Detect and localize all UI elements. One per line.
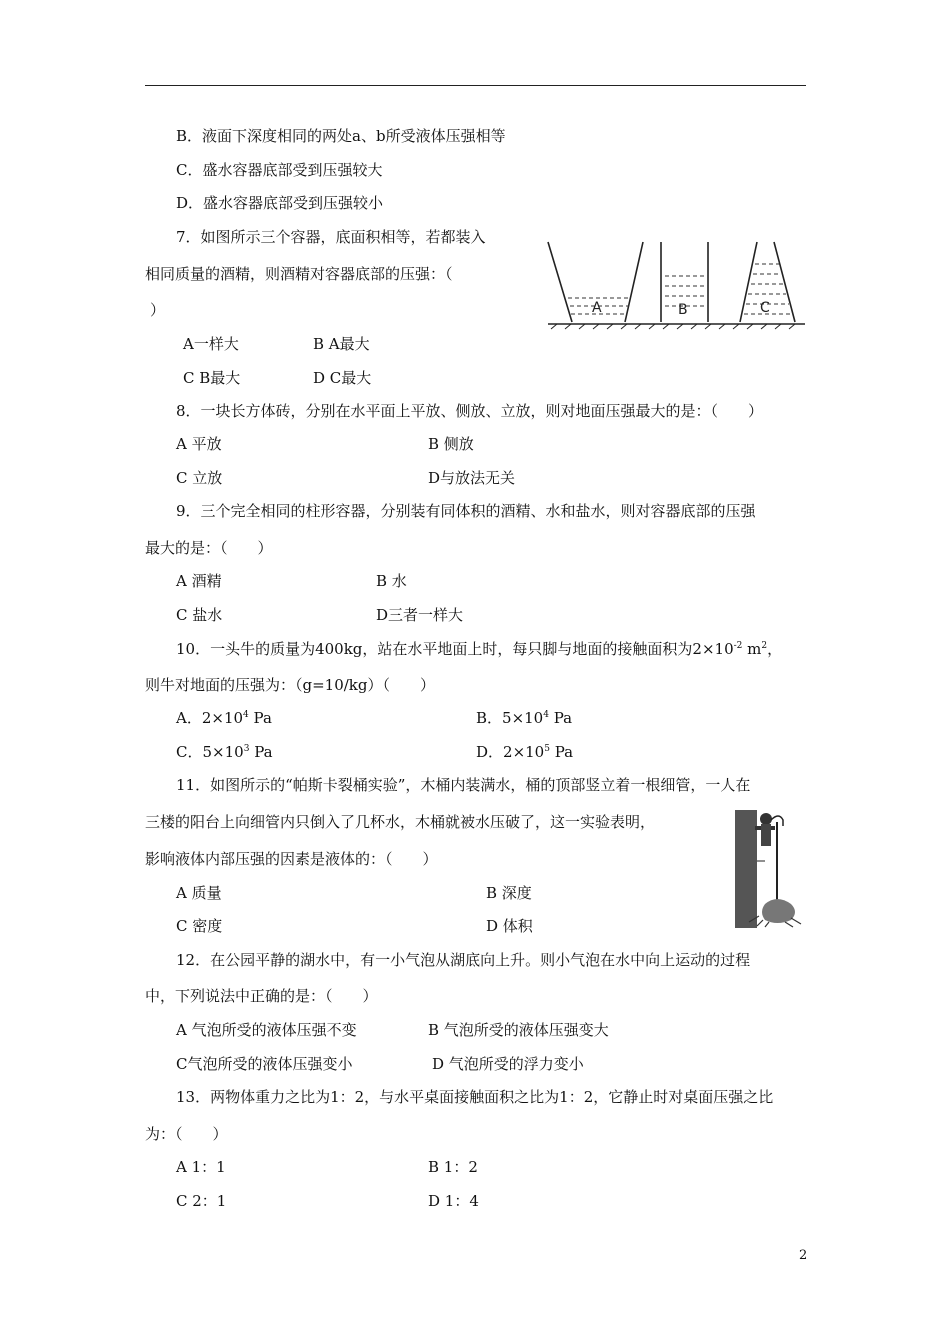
q11-option-d: D 体积 bbox=[486, 917, 533, 935]
q11-option-c: C 密度 bbox=[176, 917, 223, 935]
q10-option-c: C．$5\times 10^3$ Pa bbox=[176, 743, 273, 761]
q7-option-d: D C最大 bbox=[313, 369, 372, 387]
q6-option-b: B．液面下深度相同的两处a、b所受液体压强相等 bbox=[176, 127, 506, 145]
q12-option-b: B 气泡所受的液体压强变大 bbox=[428, 1021, 609, 1039]
container-label-b: B bbox=[678, 302, 688, 318]
q6-option-c: C．盛水容器底部受到压强较大 bbox=[176, 161, 383, 179]
q11-option-b: B 深度 bbox=[486, 884, 532, 902]
q9-stem-line2: 最大的是：（ ） bbox=[145, 539, 273, 557]
q10-option-a: A．$2\times 10^4$ Pa bbox=[176, 709, 272, 727]
q12-stem-line1: 12．在公园平静的湖水中，有一小气泡从湖底向上升。则小气泡在水中向上运动的过程 bbox=[176, 951, 751, 969]
q7-stem-line3: ） bbox=[150, 301, 166, 319]
container-label-c: C bbox=[760, 300, 770, 316]
container-label-a: A bbox=[592, 300, 602, 316]
q10-stem-line1: 10．一头牛的质量为400kg，站在水平地面上时，每只脚与地面的接触面积为$2\times 10^{-2}$ $m^2$， bbox=[176, 640, 783, 658]
header-rule bbox=[145, 85, 806, 86]
pascal-barrel-figure bbox=[735, 806, 805, 928]
q7-stem-line1: 7．如图所示三个容器，底面积相等，若都装入 bbox=[176, 228, 486, 246]
q8-option-d: D与放法无关 bbox=[428, 469, 516, 487]
q9-option-d: D三者一样大 bbox=[376, 606, 464, 624]
q10-stem-line2: 则牛对地面的压强为：（g=10/kg）（ ） bbox=[145, 676, 436, 694]
q7-option-b: B A最大 bbox=[313, 335, 370, 353]
q7-option-c: C B最大 bbox=[183, 369, 241, 387]
q10-option-b: B．$5\times 10^4$ Pa bbox=[476, 709, 573, 727]
q11-stem-line2: 三楼的阳台上向细管内只倒入了几杯水，木桶就被水压破了，这一实验表明， bbox=[145, 813, 656, 831]
q10-option-d: D．$2\times 10^5$ Pa bbox=[476, 743, 574, 761]
q9-option-c: C 盐水 bbox=[176, 606, 223, 624]
q11-option-a: A 质量 bbox=[176, 884, 222, 902]
q13-option-a: A 1：1 bbox=[176, 1158, 226, 1176]
page-number: 2 bbox=[799, 1248, 808, 1263]
q8-option-b: B 侧放 bbox=[428, 435, 474, 453]
q13-stem-line2: 为：（ ） bbox=[145, 1125, 228, 1143]
q12-option-d: D 气泡所受的浮力变小 bbox=[432, 1055, 584, 1073]
q12-option-c: C气泡所受的液体压强变小 bbox=[176, 1055, 353, 1073]
q9-option-b: B 水 bbox=[376, 572, 407, 590]
q7-option-a: A一样大 bbox=[183, 335, 239, 353]
three-containers-figure bbox=[545, 238, 807, 330]
q8-option-c: C 立放 bbox=[176, 469, 223, 487]
q8-stem: 8．一块长方体砖，分别在水平面上平放、侧放、立放，则对地面压强最大的是：（ ） bbox=[176, 402, 764, 420]
q12-stem-line2: 中，下列说法中正确的是：（ ） bbox=[145, 987, 378, 1005]
q7-stem-line2: 相同质量的酒精，则酒精对容器底部的压强：（ bbox=[145, 265, 453, 283]
q11-stem-line1: 11．如图所示的“帕斯卡裂桶实验”，木桶内装满水，桶的顶部竖立着一根细管，一人在 bbox=[176, 776, 751, 794]
q8-option-a: A 平放 bbox=[176, 435, 222, 453]
q13-option-d: D 1：4 bbox=[428, 1192, 479, 1210]
q13-option-c: C 2：1 bbox=[176, 1192, 227, 1210]
q9-option-a: A 酒精 bbox=[176, 572, 222, 590]
q11-stem-line3: 影响液体内部压强的因素是液体的：（ ） bbox=[145, 850, 438, 868]
q13-stem-line1: 13．两物体重力之比为1：2，与水平桌面接触面积之比为1：2，它静止时对桌面压强之比 bbox=[176, 1088, 774, 1106]
q9-stem-line1: 9．三个完全相同的柱形容器，分别装有同体积的酒精、水和盐水，则对容器底部的压强 bbox=[176, 502, 756, 520]
q6-option-d: D．盛水容器底部受到压强较小 bbox=[176, 194, 384, 212]
q12-option-a: A 气泡所受的液体压强不变 bbox=[176, 1021, 357, 1039]
q13-option-b: B 1：2 bbox=[428, 1158, 478, 1176]
